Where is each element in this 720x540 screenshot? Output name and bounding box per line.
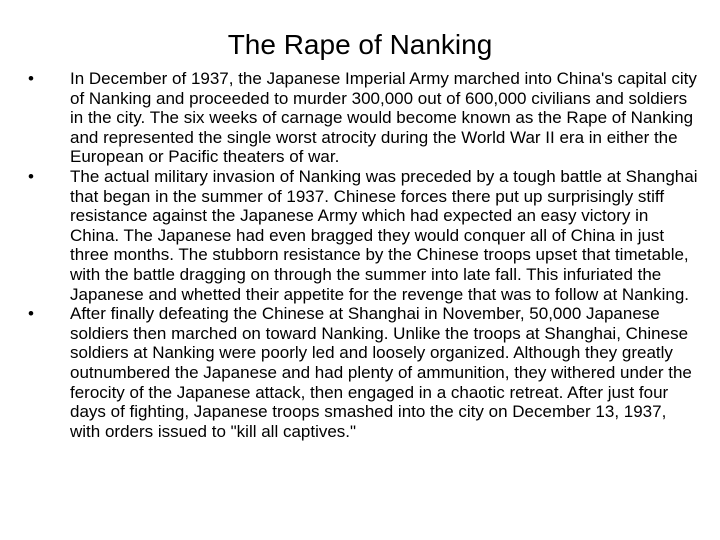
bullet-item (28, 69, 700, 167)
bullet-item (28, 167, 700, 304)
bullet-item (28, 304, 700, 441)
bullet-text: After finally defeating the Chinese at Shanghai in November, 50,000 Japanese soldiers then marched on toward Nanking. Unlike the troops at Shanghai, Chinese soldiers at Nanking were poorly led and loosely organized. Although they greatly outnumbered the Japanese and had plenty of ammunition, they withered under the ferocity of the Japanese attack, then engaged in a chaotic retreat. After just four days of fighting, Japanese troops smashed into the city on December 13, 1937, with orders issued to "kill all captives." (70, 304, 692, 441)
bullet-text: In December of 1937, the Japanese Imperial Army marched into China's capital city of Nanking and proceeded to murder 300,000 out of 600,000 civilians and soldiers in the city. The six weeks of carnage would become known as the Rape of Nanking and represented the single worst atrocity during the World War II era in either the European or Pacific theaters of war. (70, 69, 697, 167)
bullet-marker: • (28, 304, 34, 324)
bullet-list (28, 69, 700, 441)
bullet-text: The actual military invasion of Nanking was preceded by a tough battle at Shanghai that began in the summer of 1937. Chinese forces there put up surprisingly stiff resistance against the Japanese Army which had expected an easy victory in China. The Japanese had even bragged they would conquer all of China in just three months. The stubborn resistance by the Chinese troops upset that timetable, with the battle dragging on through the summer into late fall. This infuriated the Japanese and whetted their appetite for the revenge that was to follow at Nanking. (70, 166, 698, 304)
slide-title: The Rape of Nanking (227, 29, 493, 60)
bullet-marker: • (28, 69, 34, 88)
bullet-marker: • (28, 166, 34, 186)
